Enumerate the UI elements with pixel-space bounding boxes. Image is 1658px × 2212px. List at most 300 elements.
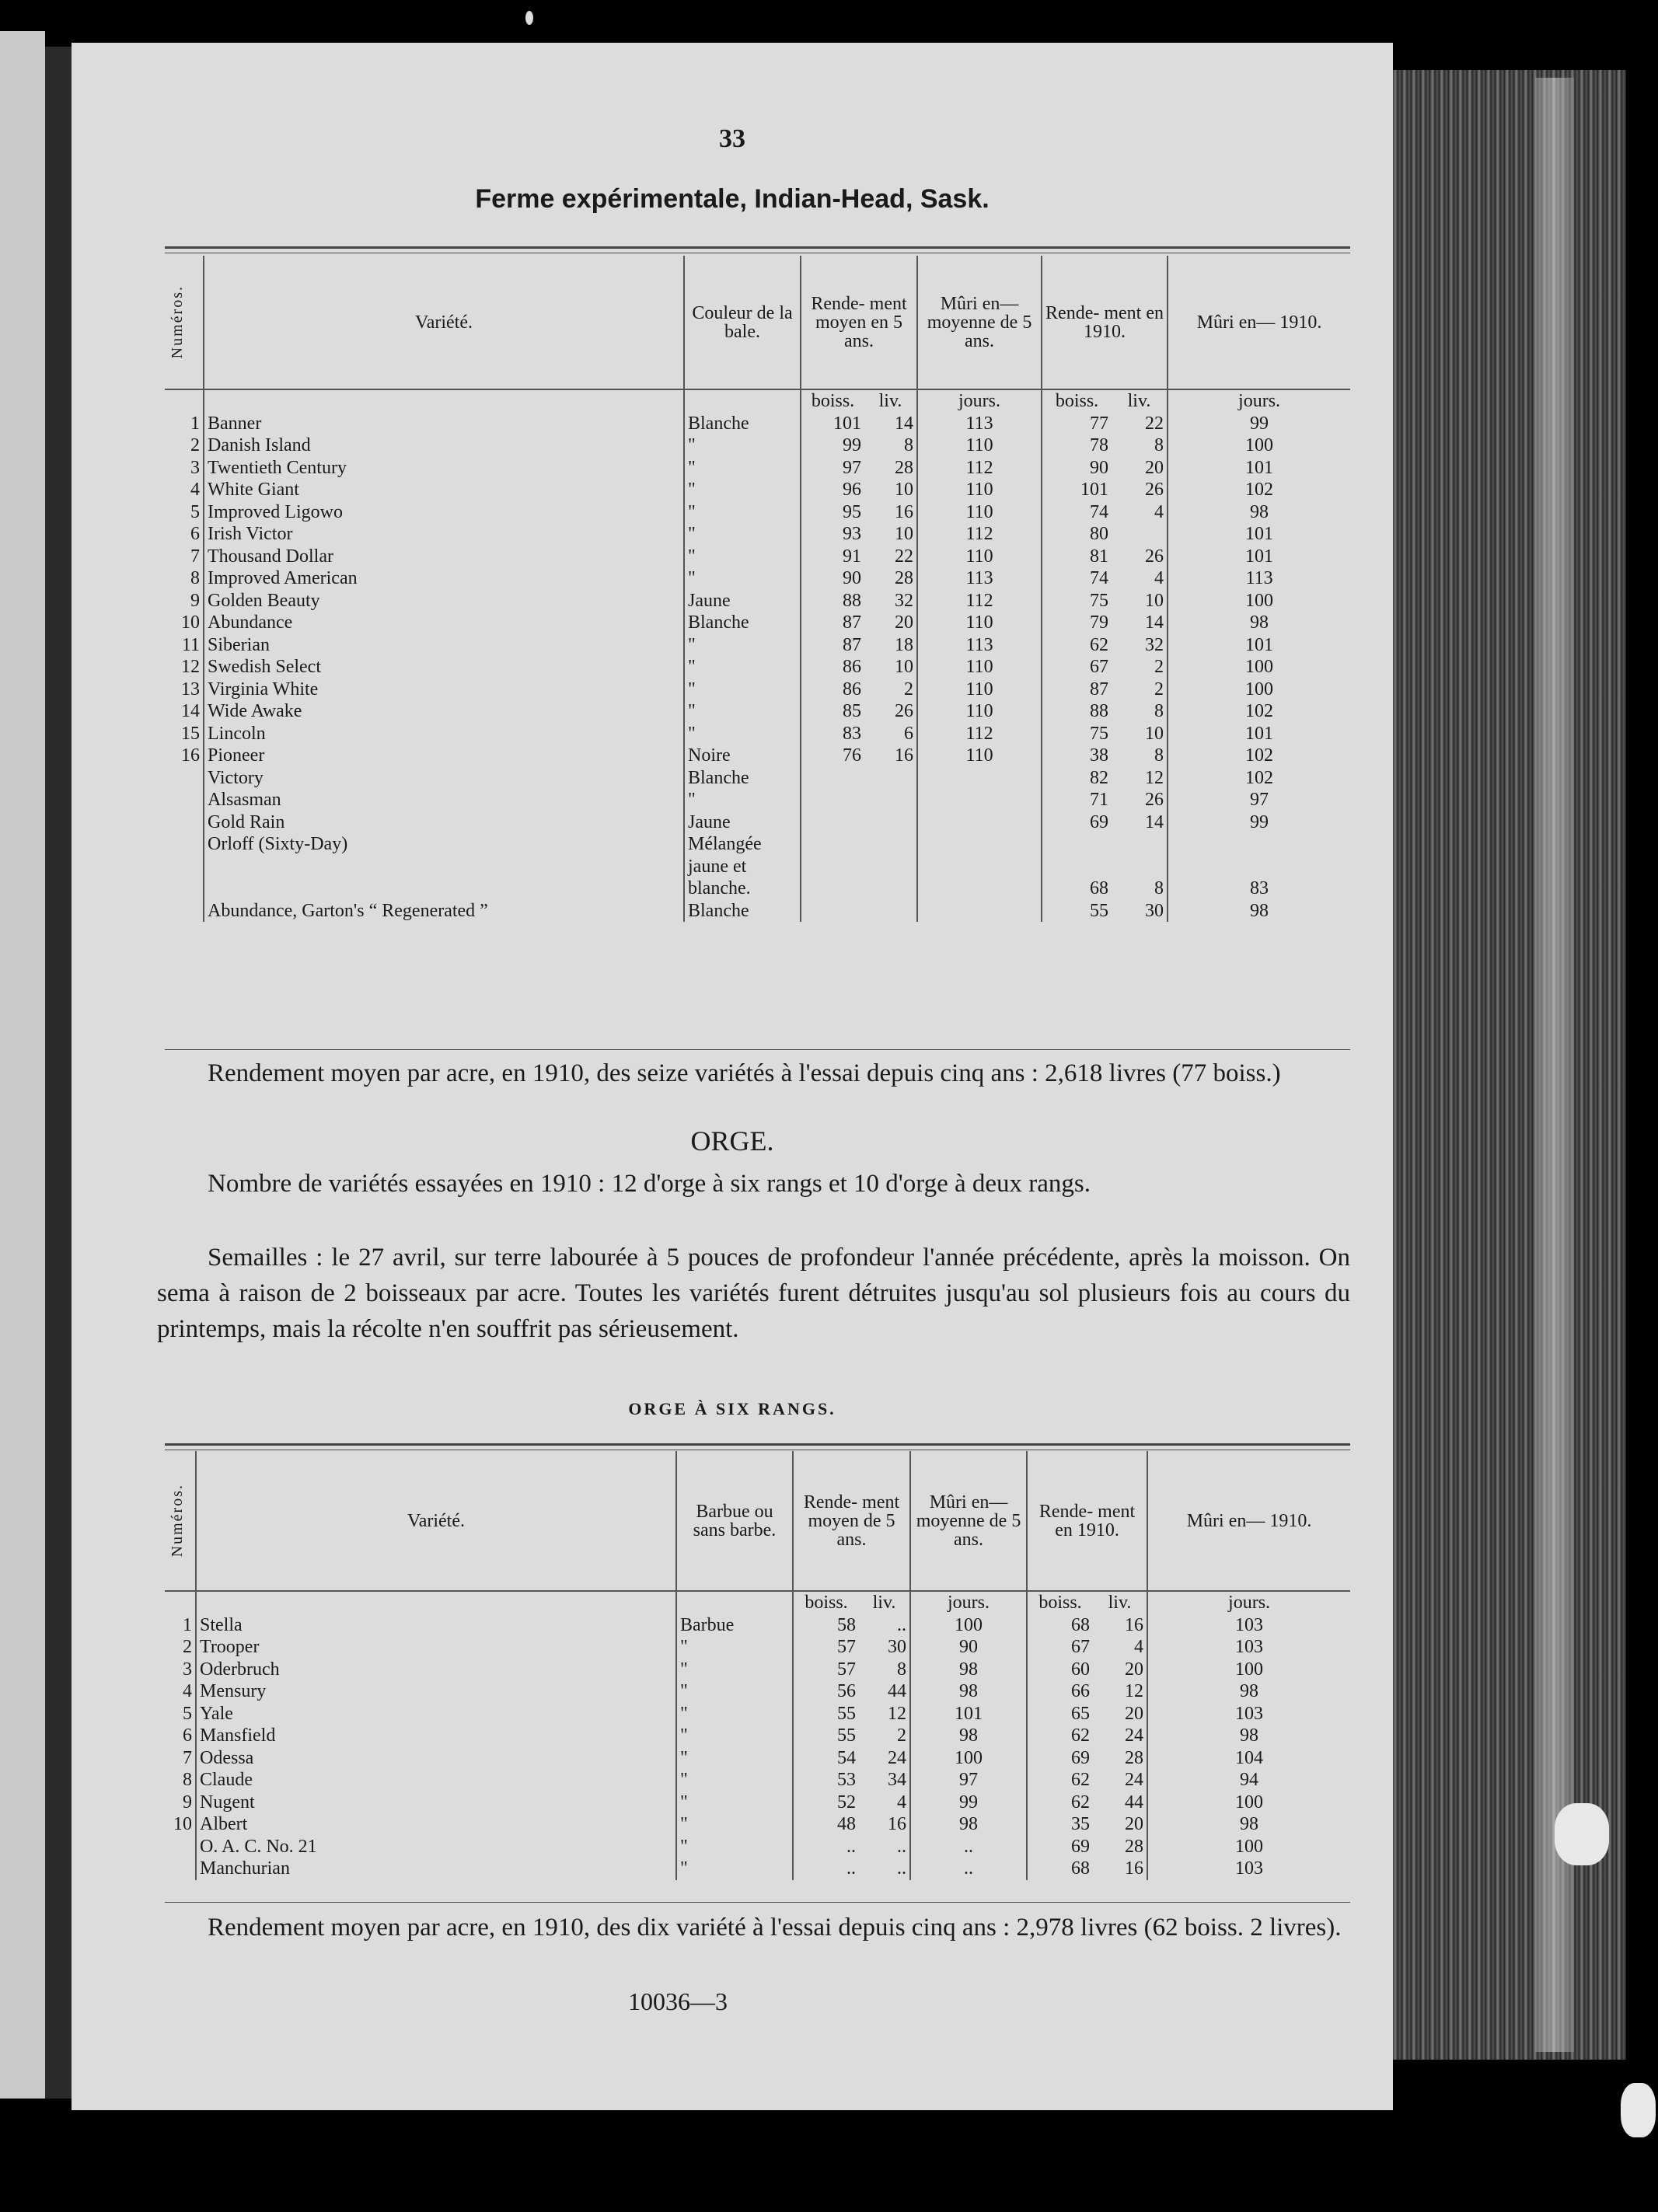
yield-5yr-bushels: 52 (793, 1792, 859, 1814)
beard-type: " (676, 1725, 793, 1747)
yield-1910-pounds: 4 (1154, 568, 1164, 589)
yield-5yr-pounds: 6 (904, 723, 914, 744)
ripe-1910-days: 99 (1168, 413, 1350, 435)
yield-5yr-bushels: 87 (801, 634, 864, 657)
yield-1910-pounds: 28 (1125, 1747, 1144, 1768)
yield-5yr-pounds: 34 (888, 1770, 907, 1791)
yield-5yr-pounds: 16 (895, 501, 914, 522)
table-row (165, 1725, 1350, 1747)
yield-1910-bushels (1042, 856, 1112, 878)
table-row (165, 567, 1350, 590)
ripe-1910-days: 98 (1168, 612, 1350, 634)
table-row (165, 434, 1350, 457)
yield-5yr-bushels: 48 (793, 1813, 859, 1836)
yield-1910-bushels: 66 (1027, 1680, 1093, 1703)
chaff-color: Blanche (684, 612, 801, 634)
ripe-1910-days (1168, 856, 1350, 878)
yield-5yr-pounds (864, 811, 917, 834)
chaff-color: Blanche (684, 767, 801, 790)
table-row (165, 479, 1350, 501)
variety-name: Trooper (196, 1636, 676, 1659)
ripe-5yr-days: 110 (917, 700, 1042, 723)
yield-5yr-pounds: 8 (897, 1659, 907, 1680)
yield-5yr-pounds: 28 (895, 457, 914, 478)
yield-5yr-pounds: .. (897, 1836, 907, 1857)
orge-varieties-paragraph: Nombre de variétés essayées en 1910 : 12 d'orge à six rangs et 10 d'orge à deux rangs. (208, 1170, 1091, 1198)
ripe-1910-days: 100 (1168, 434, 1350, 457)
yield-5yr-bushels: 86 (801, 656, 864, 679)
ripe-1910-days: 101 (1168, 457, 1350, 480)
yield-1910-pounds: 24 (1125, 1725, 1144, 1746)
row-number: 10 (181, 612, 200, 633)
yield-5yr-pounds: 16 (888, 1814, 907, 1835)
yield-5yr-bushels: 96 (801, 479, 864, 501)
table-row (165, 1813, 1350, 1836)
beard-type: " (676, 1747, 793, 1770)
table-row (165, 1680, 1350, 1703)
subsection-title: ORGE À SIX RANGS. (628, 1399, 836, 1418)
table-row (165, 1659, 1350, 1681)
yield-1910-bushels: 87 (1042, 679, 1112, 701)
yield-5yr-bushels: 76 (801, 745, 864, 767)
yield-5yr-bushels: 54 (793, 1747, 859, 1770)
yield-1910-bushels: 62 (1027, 1792, 1093, 1814)
beard-type: " (676, 1703, 793, 1725)
row-number: 7 (190, 546, 200, 567)
yield-1910-bushels: 78 (1042, 434, 1112, 457)
page-footer-signature: 10036—3 (628, 1987, 728, 2015)
table1-top-rule (165, 246, 1350, 249)
ripe-5yr-days: 98 (910, 1680, 1027, 1703)
barley-table (165, 1451, 1350, 1880)
row-number (165, 811, 204, 834)
chaff-color: " (684, 679, 801, 701)
table-row (165, 1836, 1350, 1858)
beard-type: " (676, 1792, 793, 1814)
row-number: 16 (181, 745, 200, 766)
ripe-1910-days: 100 (1147, 1836, 1350, 1858)
beard-type: Barbue (676, 1614, 793, 1637)
ripe-1910-days: 100 (1147, 1792, 1350, 1814)
chaff-color: blanche. (684, 877, 801, 900)
row-number: 11 (181, 634, 200, 655)
ripe-1910-days: 103 (1147, 1858, 1350, 1880)
variety-name: Swedish Select (204, 656, 684, 679)
row-number: 3 (190, 457, 200, 478)
yield-1910-bushels: 69 (1027, 1836, 1093, 1858)
yield-5yr-bushels: 91 (801, 546, 864, 568)
variety-name: Stella (196, 1614, 676, 1637)
row-number: 15 (181, 723, 200, 744)
yield-1910-pounds: 12 (1145, 767, 1164, 788)
ripe-1910-days: 103 (1147, 1636, 1350, 1659)
col-barbue: Barbue ou sans barbe. (676, 1451, 793, 1591)
ripe-1910-days: 98 (1147, 1680, 1350, 1703)
yield-1910-bushels (1042, 833, 1112, 856)
yield-5yr-bushels: 87 (801, 612, 864, 634)
variety-name: Abundance (204, 612, 684, 634)
row-number: 12 (181, 657, 200, 678)
row-number: 5 (183, 1703, 192, 1724)
ripe-5yr-days (917, 900, 1042, 923)
table-row (165, 700, 1350, 723)
yield-1910-bushels: 65 (1027, 1703, 1093, 1725)
yield-1910-pounds: 26 (1145, 480, 1164, 501)
yield-1910-pounds: 26 (1145, 546, 1164, 567)
ripe-5yr-days: 100 (910, 1747, 1027, 1770)
yield-1910-bushels: 35 (1027, 1813, 1093, 1836)
chaff-color: " (684, 634, 801, 657)
yield-5yr-bushels (801, 811, 864, 834)
yield-1910-pounds: 4 (1134, 1637, 1144, 1658)
yield-1910-bushels: 101 (1042, 479, 1112, 501)
yield-5yr-pounds: 44 (888, 1681, 907, 1702)
book-spine (1393, 70, 1626, 2060)
variety-name: Gold Rain (204, 811, 684, 834)
yield-1910-bushels: 71 (1042, 789, 1112, 811)
ripe-5yr-days: 98 (910, 1659, 1027, 1681)
ripe-5yr-days: 98 (910, 1725, 1027, 1747)
ripe-5yr-days: .. (910, 1858, 1027, 1880)
variety-name: Wide Awake (204, 700, 684, 723)
yield-5yr-pounds (864, 789, 917, 811)
yield-1910-pounds (1112, 523, 1168, 546)
row-number: 4 (190, 480, 200, 501)
yield-5yr-bushels: 88 (801, 590, 864, 612)
table-row (165, 900, 1350, 923)
ripe-1910-days: 102 (1168, 745, 1350, 767)
yield-1910-pounds: 8 (1154, 701, 1164, 722)
units-row: boiss. liv. jours. boiss. liv. jours. (165, 389, 1350, 413)
yield-1910-pounds: 8 (1154, 878, 1164, 899)
yield-1910-bushels: 38 (1042, 745, 1112, 767)
ripe-5yr-days: 90 (910, 1636, 1027, 1659)
yield-5yr-bushels (801, 877, 864, 900)
col-rendement-1910: Rende- ment en 1910. (1042, 256, 1168, 389)
yield-5yr-bushels: .. (793, 1858, 859, 1880)
yield-1910-bushels: 62 (1027, 1769, 1093, 1792)
yield-5yr-pounds (864, 833, 917, 856)
chaff-color: Blanche (684, 413, 801, 435)
beard-type: " (676, 1636, 793, 1659)
row-number: 6 (183, 1725, 192, 1746)
variety-name: Yale (196, 1703, 676, 1725)
table-row (165, 789, 1350, 811)
yield-1910-pounds: 16 (1125, 1614, 1144, 1635)
ripe-1910-days: 100 (1168, 656, 1350, 679)
yield-5yr-pounds: 20 (895, 612, 914, 633)
ripe-5yr-days: 113 (917, 413, 1042, 435)
variety-name: Twentieth Century (204, 457, 684, 480)
yield-5yr-pounds: 18 (895, 634, 914, 655)
yield-5yr-bushels: 55 (793, 1725, 859, 1747)
col-couleur: Couleur de la bale. (684, 256, 801, 389)
yield-5yr-bushels: 55 (793, 1703, 859, 1725)
yield-5yr-bushels: 90 (801, 567, 864, 590)
yield-1910-bushels: 75 (1042, 590, 1112, 612)
variety-name: Orloff (Sixty-Day) (204, 833, 684, 856)
ripe-5yr-days (917, 811, 1042, 834)
table-row (165, 656, 1350, 679)
ripe-5yr-days: 110 (917, 479, 1042, 501)
table-row (165, 1792, 1350, 1814)
row-number: 9 (183, 1792, 192, 1813)
ripe-1910-days: 99 (1168, 811, 1350, 834)
yield-1910-bushels: 62 (1042, 634, 1112, 657)
ripe-1910-days: 102 (1168, 767, 1350, 790)
ripe-1910-days: 100 (1147, 1659, 1350, 1681)
chaff-color: Jaune (684, 811, 801, 834)
beard-type: " (676, 1813, 793, 1836)
chaff-color: " (684, 567, 801, 590)
ripe-5yr-days: 101 (910, 1703, 1027, 1725)
yield-5yr-pounds: 26 (895, 701, 914, 722)
yield-1910-pounds: 10 (1145, 723, 1164, 744)
yield-5yr-bushels: 58 (793, 1614, 859, 1637)
ripe-1910-days: 101 (1168, 523, 1350, 546)
ripe-1910-days: 83 (1168, 877, 1350, 900)
left-page-edge (0, 31, 45, 2099)
yield-5yr-bushels (801, 900, 864, 923)
table-row (165, 1636, 1350, 1659)
row-number (165, 877, 204, 900)
yield-5yr-pounds (864, 767, 917, 790)
chaff-color: " (684, 501, 801, 524)
ripe-5yr-days: 112 (917, 590, 1042, 612)
chaff-color: " (684, 789, 801, 811)
beard-type: " (676, 1836, 793, 1858)
yield-5yr-pounds: 10 (895, 524, 914, 545)
yield-5yr-bushels: 57 (793, 1659, 859, 1681)
ripe-1910-days: 113 (1168, 567, 1350, 590)
yield-1910-bushels: 80 (1042, 523, 1112, 546)
yield-1910-bushels: 90 (1042, 457, 1112, 480)
row-number: 8 (183, 1770, 192, 1791)
yield-1910-pounds: 14 (1145, 612, 1164, 633)
yield-1910-pounds: 20 (1145, 457, 1164, 478)
yield-1910-pounds: 44 (1125, 1792, 1144, 1813)
col-rendement-1910: Rende- ment en 1910. (1027, 1451, 1147, 1591)
yield-5yr-pounds: .. (897, 1858, 907, 1879)
variety-name: Abundance, Garton's “ Regenerated ” (204, 900, 684, 923)
row-number: 1 (190, 413, 200, 434)
yield-5yr-pounds: 2 (904, 679, 914, 700)
yield-5yr-pounds: 2 (897, 1725, 907, 1746)
table-row (165, 877, 1350, 900)
ripe-1910-days (1168, 833, 1350, 856)
variety-name: Pioneer (204, 745, 684, 767)
yield-5yr-pounds: 30 (888, 1637, 907, 1658)
ripe-1910-days: 102 (1168, 700, 1350, 723)
yield-1910-pounds: 26 (1145, 790, 1164, 811)
yield-1910-pounds (1112, 856, 1168, 878)
yield-1910-bushels: 69 (1042, 811, 1112, 834)
yield-1910-pounds: 10 (1145, 590, 1164, 611)
row-number: 5 (190, 501, 200, 522)
variety-name: Nugent (196, 1792, 676, 1814)
variety-name: Banner (204, 413, 684, 435)
yield-5yr-bushels: 97 (801, 457, 864, 480)
row-number (165, 767, 204, 790)
page-heading: Ferme expérimentale, Indian-Head, Sask. (475, 184, 990, 214)
beard-type: " (676, 1858, 793, 1880)
yield-1910-pounds: 2 (1154, 657, 1164, 678)
variety-name: Virginia White (204, 679, 684, 701)
variety-name: Irish Victor (204, 523, 684, 546)
yield-5yr-pounds: 16 (895, 745, 914, 766)
variety-name: Mansfield (196, 1725, 676, 1747)
beard-type: " (676, 1659, 793, 1681)
barley-table-body (165, 1591, 1350, 1880)
row-number: 1 (183, 1614, 192, 1635)
row-number (165, 833, 204, 856)
table-row (165, 546, 1350, 568)
col-numeros: Numéros. (169, 1484, 186, 1558)
yield-5yr-bushels (801, 856, 864, 878)
yield-5yr-pounds: 24 (888, 1747, 907, 1768)
table-row (165, 745, 1350, 767)
yield-1910-bushels: 67 (1027, 1636, 1093, 1659)
yield-1910-bushels: 55 (1042, 900, 1112, 923)
yield-1910-bushels: 77 (1042, 413, 1112, 435)
yield-1910-pounds: 20 (1125, 1659, 1144, 1680)
table-row (165, 590, 1350, 612)
variety-name: Manchurian (196, 1858, 676, 1880)
ripe-5yr-days (917, 833, 1042, 856)
row-number: 4 (183, 1681, 192, 1702)
ripe-5yr-days: 110 (917, 546, 1042, 568)
variety-name: Thousand Dollar (204, 546, 684, 568)
beard-type: " (676, 1680, 793, 1703)
yield-1910-bushels: 68 (1027, 1614, 1093, 1637)
table2-bottom-rule (165, 1902, 1350, 1903)
yield-1910-pounds: 4 (1154, 501, 1164, 522)
ripe-1910-days: 101 (1168, 723, 1350, 745)
scan-dot (525, 11, 533, 25)
row-number: 6 (190, 524, 200, 545)
ripe-1910-days: 101 (1168, 546, 1350, 568)
yield-5yr-pounds (864, 877, 917, 900)
table-row (165, 833, 1350, 856)
barley-summary-paragraph: Rendement moyen par acre, en 1910, des dix variété à l'essai depuis cinq ans : 2,978 livres (62 boiss. 2 livres). (208, 1914, 1342, 1942)
col-numeros: Numéros. (169, 285, 186, 359)
variety-name (204, 856, 684, 878)
beard-type: " (676, 1769, 793, 1792)
row-number (165, 789, 204, 811)
yield-5yr-bushels: 85 (801, 700, 864, 723)
table-row (165, 523, 1350, 546)
table-row (165, 856, 1350, 878)
yield-5yr-pounds (864, 900, 917, 923)
yield-5yr-bushels: 95 (801, 501, 864, 524)
variety-name: Siberian (204, 634, 684, 657)
yield-1910-pounds: 24 (1125, 1770, 1144, 1791)
chaff-color: " (684, 546, 801, 568)
yield-1910-bushels: 82 (1042, 767, 1112, 790)
ripe-5yr-days: 110 (917, 434, 1042, 457)
table-row (165, 679, 1350, 701)
ripe-5yr-days: 110 (917, 745, 1042, 767)
section-title-orge: ORGE. (690, 1125, 774, 1157)
yield-1910-pounds: 32 (1145, 634, 1164, 655)
paper-speck (1555, 1803, 1609, 1865)
row-number (165, 1858, 196, 1880)
ripe-5yr-days: 98 (910, 1813, 1027, 1836)
yield-5yr-bushels: 53 (793, 1769, 859, 1792)
book-page (72, 43, 1393, 2110)
ripe-1910-days: 98 (1147, 1813, 1350, 1836)
ripe-1910-days: 104 (1147, 1747, 1350, 1770)
yield-5yr-bushels: 57 (793, 1636, 859, 1659)
table-row (165, 1769, 1350, 1792)
ripe-1910-days: 101 (1168, 634, 1350, 657)
yield-1910-bushels: 68 (1042, 877, 1112, 900)
table-row (165, 634, 1350, 657)
yield-1910-bushels: 68 (1027, 1858, 1093, 1880)
yield-1910-pounds: 16 (1125, 1858, 1144, 1879)
ripe-5yr-days: 110 (917, 612, 1042, 634)
ripe-5yr-days: 112 (917, 723, 1042, 745)
row-number (165, 900, 204, 923)
yield-1910-bushels: 74 (1042, 501, 1112, 524)
yield-5yr-bushels (801, 789, 864, 811)
yield-1910-bushels: 79 (1042, 612, 1112, 634)
variety-name: White Giant (204, 479, 684, 501)
variety-name: Alsasman (204, 789, 684, 811)
ripe-5yr-days: 112 (917, 457, 1042, 480)
yield-1910-pounds: 2 (1154, 679, 1164, 700)
variety-name: Lincoln (204, 723, 684, 745)
col-rendement-5ans: Rende- ment moyen de 5 ans. (793, 1451, 910, 1591)
yield-5yr-pounds: 28 (895, 568, 914, 589)
table-row (165, 767, 1350, 790)
row-number: 14 (181, 701, 200, 722)
yield-5yr-pounds: 12 (888, 1703, 907, 1724)
yield-1910-bushels: 60 (1027, 1659, 1093, 1681)
book-spine-highlight (1535, 78, 1574, 2052)
col-muri-5ans: Mûri en— moyenne de 5 ans. (917, 256, 1042, 389)
row-number: 13 (181, 679, 200, 700)
ripe-5yr-days (917, 856, 1042, 878)
variety-name: Odessa (196, 1747, 676, 1770)
page-number: 33 (719, 124, 745, 153)
ripe-5yr-days (917, 789, 1042, 811)
row-number (165, 856, 204, 878)
ripe-5yr-days: 99 (910, 1792, 1027, 1814)
chaff-color: " (684, 723, 801, 745)
table-row (165, 811, 1350, 834)
ripe-1910-days: 102 (1168, 479, 1350, 501)
ripe-5yr-days: .. (910, 1836, 1027, 1858)
yield-1910-bushels: 69 (1027, 1747, 1093, 1770)
ripe-1910-days: 103 (1147, 1614, 1350, 1637)
chaff-color: " (684, 457, 801, 480)
table-row (165, 612, 1350, 634)
variety-name: Improved American (204, 567, 684, 590)
yield-1910-pounds: 22 (1145, 413, 1164, 434)
chaff-color: " (684, 700, 801, 723)
yield-1910-pounds: 8 (1154, 745, 1164, 766)
yield-5yr-bushels: 83 (801, 723, 864, 745)
ripe-1910-days: 103 (1147, 1703, 1350, 1725)
wheat-table (165, 256, 1350, 922)
yield-5yr-bushels: 99 (801, 434, 864, 457)
yield-5yr-pounds: 10 (895, 657, 914, 678)
ripe-1910-days: 98 (1147, 1725, 1350, 1747)
yield-5yr-pounds: 10 (895, 480, 914, 501)
ripe-1910-days: 94 (1147, 1769, 1350, 1792)
table1-bottom-rule (165, 1049, 1350, 1050)
